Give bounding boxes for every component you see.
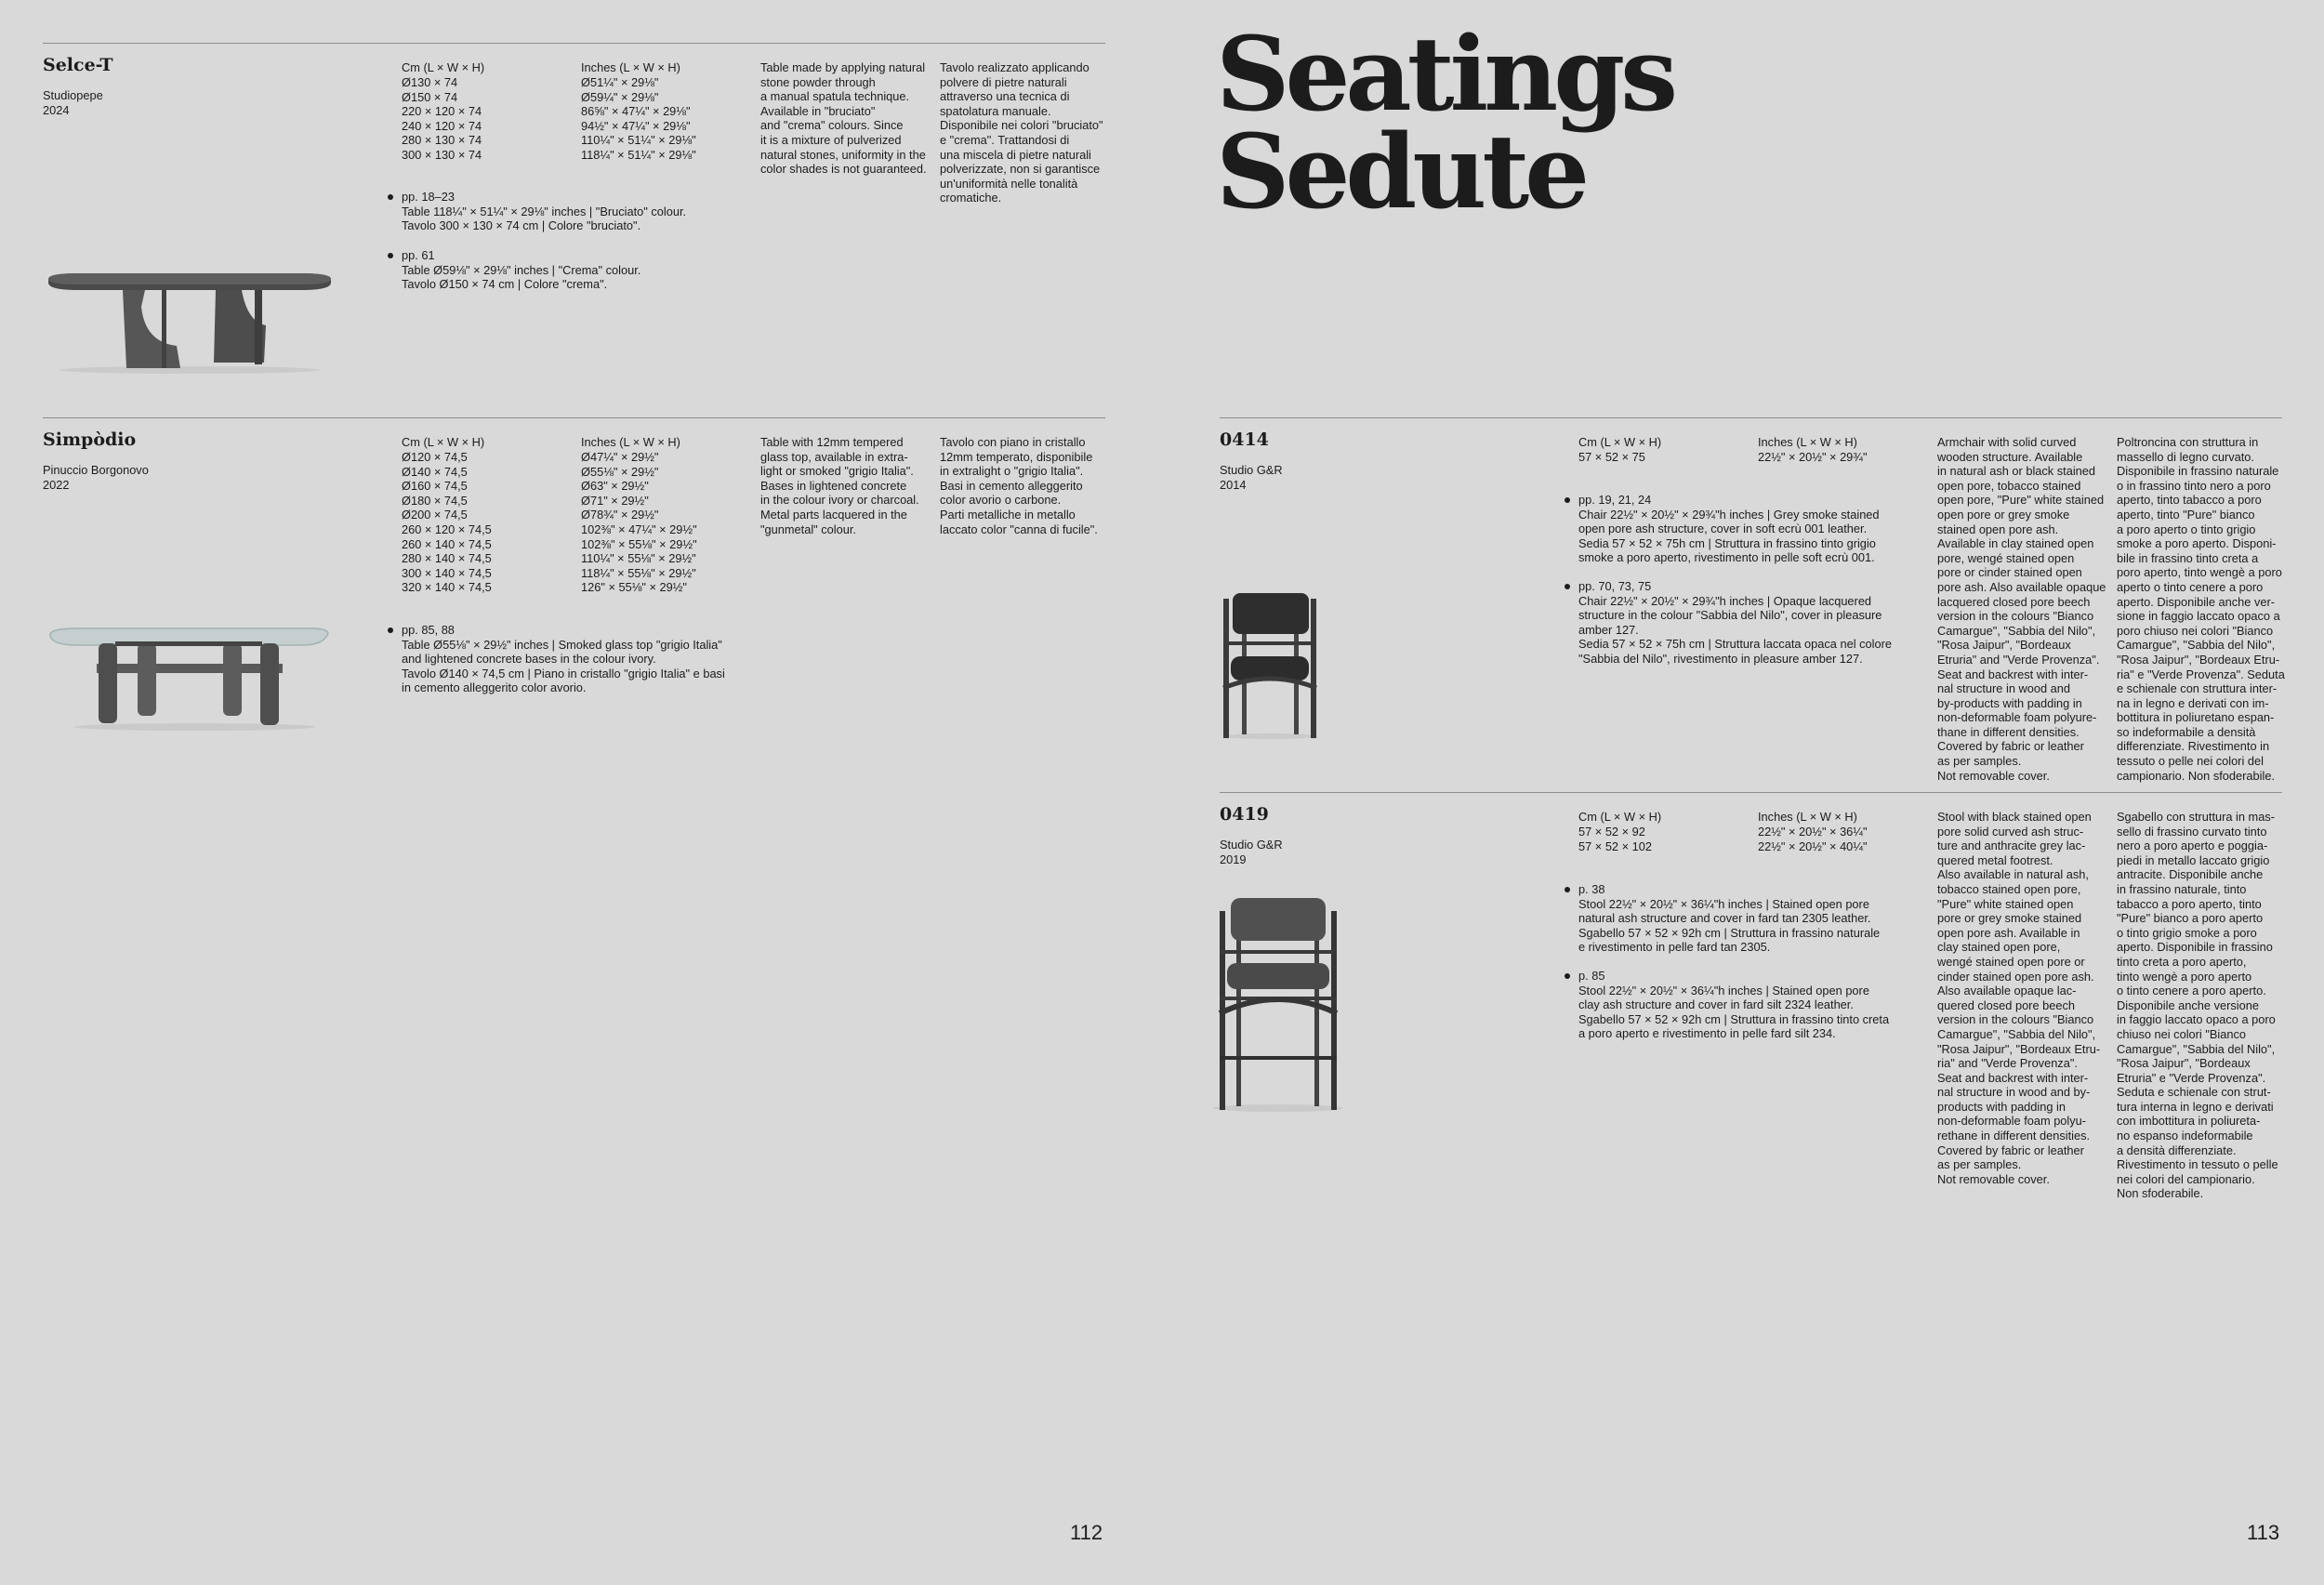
inches-header: Inches (L × W × H): [581, 435, 680, 449]
chair-0414-image: [1214, 586, 1326, 744]
bullet-icon: [388, 194, 393, 200]
description-it: Tavolo realizzato applicando polvere di pietre naturali attraverso una tecnica di spatolatura manuale. Disponibile nei colori "bruciato" e "crema". Trattandosi di una miscela di pietre naturali polverizzate, non si garantisce un'uniformità nelle tonalità cromatiche.: [940, 60, 1103, 205]
description-it: Sgabello con struttura in mas- sello di frassino curvato tinto nero a poro aperto e poggia- piedi in metallo laccato grigio antracite. Disponibile anche in frassino naturale, tinto tabacco a poro aperto, tinto "Pure" bianco a poro aperto o tinto grigio smoke a poro aperto. Disponibile in frassino tinto creta a poro aperto, tinto wengè a poro aperto o tinto cenere a poro aperto. Disponibile anche versione in faggio laccato opaco a poro chiuso nei colori "Bianco Camargue", "Sabbia del Nilo", "Rosa Jaipur", "Bordeaux Etruria" e "Verde Provenza". Seduta e schienale con strut- tura interna in legno e derivati con imbottitura in poliureta- no espanso indeformabile a densità differenziate. Rivestimento in tessuto o pelle nei colori del campionario. Non sfoderabile.: [2117, 810, 2278, 1201]
cm-header: Cm (L × W × H): [402, 60, 485, 74]
cm-values: Ø130 × 74 Ø150 × 74 220 × 120 × 74 240 × 120 × 74 280 × 130 × 74 300 × 130 × 74: [402, 75, 482, 162]
product-year: 2014: [1220, 478, 1247, 492]
page-reference-note: pp. 19, 21, 24 Chair 22½" × 20½" × 29¾"h inches | Grey smoke stained open pore ash structure, cover in soft ecrù 001 leather. Sedia 57 × 52 × 75h cm | Struttura in frassino tinto grigio smoke a poro aperto, rivestimento in pelle soft ecrù 001.: [1578, 493, 1880, 565]
page-reference-note: pp. 61 Table Ø59⅛" × 29⅛" inches | "Crema" colour. Tavolo Ø150 × 74 cm | Colore "crema".: [402, 248, 640, 292]
product-name: 0414: [1220, 429, 1269, 450]
description-en: Table with 12mm tempered glass top, available in extra- light or smoked "grigio Italia". Bases in lightened concrete in the colour ivory or charcoal. Metal parts lacquered in the "gunmetal" colour.: [760, 435, 919, 536]
page-reference-note: pp. 18–23 Table 118¼" × 51¼" × 29⅛" inches | "Bruciato" colour. Tavolo 300 × 130 × 74 cm | Colore "bruciato".: [402, 190, 686, 233]
description-it: Poltroncina con struttura in massello di legno curvato. Disponibile in frassino naturale o in frassino tinto nero a poro aperto, tinto tabacco a poro aperto, tinto "Pure" bianco a poro aperto o tinto grigio smoke a poro aperto. Disponi- bile in frassino tinto creta a poro aperto, tinto wengè a poro aperto o tinto cenere a poro aperto. Disponibile anche ver- sione in faggio laccato opaco a poro chiuso nei colori "Bianco Camargue", "Sabbia del Nilo", "Rosa Jaipur", "Bordeaux Etru- ria" e "Verde Provenza". Seduta e schienale con struttura inter- na in legno e derivati con im- bottitura in poliuretano espan- so indeformabile a densità differenziate. Rivestimento in tessuto o pelle nei colori del campionario. Non sfoderabile.: [2117, 435, 2285, 783]
inches-header: Inches (L × W × H): [1758, 435, 1857, 449]
divider: [1220, 417, 2282, 418]
page-number: 113: [2247, 1521, 2280, 1544]
cm-values: 57 × 52 × 92 57 × 52 × 102: [1578, 825, 1652, 853]
page-reference-note: p. 85 Stool 22½" × 20½" × 36¼"h inches | Stained open pore clay ash structure and cover in fard silt 2324 leather. Sgabello 57 × 52 × 92h cm | Struttura in frassino tinto creta a poro aperto e rivestimento in pelle fard silt 234.: [1578, 969, 1889, 1041]
simpodio-table-image: [41, 623, 338, 734]
product-name: Selce-T: [43, 55, 113, 75]
description-en: Table made by applying natural stone powder through a manual spatula technique. Available in "bruciato" and "crema" colours. Since it is a mixture of pulverized natural stones, uniformity in the color shades is not guaranteed.: [760, 60, 927, 177]
divider: [43, 417, 1105, 418]
page-reference-note: pp. 85, 88 Table Ø55⅛" × 29½" inches | Smoked glass top "grigio Italia" and lightened concrete bases in the colour ivory. Tavolo Ø140 × 74,5 cm | Piano in cristallo "grigio Italia" e basi in cemento alleggerito color avorio.: [402, 623, 725, 695]
page-number: 112: [1070, 1521, 1103, 1544]
product-name: Simpòdio: [43, 429, 137, 450]
inches-values: 22½" × 20½" × 29¾": [1758, 450, 1868, 464]
bullet-icon: [388, 627, 393, 633]
bullet-icon: [388, 253, 393, 258]
product-designer: Studio G&R: [1220, 463, 1283, 477]
inches-values: Ø47¼" × 29½" Ø55⅛" × 29½" Ø63" × 29½" Ø71" × 29½" Ø78¾" × 29½" 102⅜" × 47¼" × 29½" 102⅜" × 55⅛" × 29½" 110¼" × 55⅛" × 29½" 118¼" × 55⅛" × 29½" 126" × 55⅛" × 29½": [581, 450, 697, 595]
cm-header: Cm (L × W × H): [1578, 435, 1662, 449]
page-reference-note: p. 38 Stool 22½" × 20½" × 36¼"h inches | Stained open pore natural ash structure and cover in fard tan 2305 leather. Sgabello 57 × 52 × 92h cm | Struttura in frassino naturale e rivestimento in pelle fard tan 2305.: [1578, 882, 1880, 955]
divider: [1220, 792, 2282, 793]
inches-values: 22½" × 20½" × 36¼" 22½" × 20½" × 40¼": [1758, 825, 1868, 853]
bullet-icon: [1565, 584, 1570, 589]
bullet-icon: [1565, 887, 1570, 892]
section-title-it: Sedute: [1216, 112, 1586, 231]
description-en: Stool with black stained open pore solid curved ash struc- ture and anthracite grey lac- quered metal footrest. Also available in natural ash, tobacco stained open pore, "Pure" white stained open pore or grey smoke stained open pore ash. Available in clay stained open pore, wengé stained open pore or cinder stained open pore ash. Also available opaque lac- quered closed pore beech version in the colours "Bianco Camargue", "Sabbia del Nilo", "Rosa Jaipur", "Bordeaux Etru- ria" and "Verde Provenza". Seat and backrest with inter- nal structure in wood and by- products with padding in non-deformable foam polyu- rethane in different densities. Covered by fabric or leather as per samples. Not removable cover.: [1937, 810, 2101, 1186]
product-year: 2019: [1220, 852, 1247, 866]
cm-header: Cm (L × W × H): [1578, 810, 1662, 824]
cm-values: 57 × 52 × 75: [1578, 450, 1645, 464]
product-name: 0419: [1220, 804, 1269, 825]
section-title-en: Seatings: [1216, 14, 1674, 134]
divider: [43, 43, 1105, 44]
inches-header: Inches (L × W × H): [1758, 810, 1857, 824]
cm-header: Cm (L × W × H): [402, 435, 485, 449]
inches-header: Inches (L × W × H): [581, 60, 680, 74]
bullet-icon: [1565, 497, 1570, 503]
product-designer: Studiopepe: [43, 88, 103, 102]
inches-values: Ø51¼" × 29⅛" Ø59¼" × 29⅛" 86⅝" × 47¼" × 29⅛" 94½" × 47¼" × 29⅛" 110¼" × 51¼" × 29⅛" 118¼" × 51¼" × 29⅛": [581, 75, 696, 162]
description-en: Armchair with solid curved wooden structure. Available in natural ash or black stained open pore, tobacco stained open pore, "Pure" white stained open pore or grey smoke stained open pore ash. Available in clay stained open pore, wengé stained open pore or cinder stained open pore ash. Also available opaque lacquered closed pore beech version in the colours "Bianco Camargue", "Sabbia del Nilo", "Rosa Jaipur", "Bordeaux Etruria" and "Verde Provenza". Seat and backrest with inter- nal structure in wood and by-products with padding in non-deformable foam polyure- thane in different densities. Covered by fabric or leather as per samples. Not removable cover.: [1937, 435, 2106, 783]
page-reference-note: pp. 70, 73, 75 Chair 22½" × 20½" × 29¾"h inches | Opaque lacquered structure in the colour "Sabbia del Nilo", cover in pleasure amber 127. Sedia 57 × 52 × 75h cm | Struttura laccata opaca nel colore "Sabbia del Nilo", rivestimento in pleasure amber 127.: [1578, 579, 1892, 667]
stool-0419-image: [1208, 892, 1348, 1116]
product-designer: Studio G&R: [1220, 838, 1283, 852]
product-year: 2022: [43, 478, 70, 492]
cm-values: Ø120 × 74,5 Ø140 × 74,5 Ø160 × 74,5 Ø180 × 74,5 Ø200 × 74,5 260 × 120 × 74,5 260 × 140 × 74,5 280 × 140 × 74,5 300 × 140 × 74,5 320 × 140 × 74,5: [402, 450, 492, 595]
product-year: 2024: [43, 103, 70, 117]
product-designer: Pinuccio Borgonovo: [43, 463, 149, 477]
description-it: Tavolo con piano in cristallo 12mm temperato, disponibile in extralight o "grigio Italia". Basi in cemento alleggerito color avorio o carbone. Parti metalliche in metallo laccato color "canna di fucile".: [940, 435, 1098, 536]
bullet-icon: [1565, 973, 1570, 979]
selce-t-table-image: [41, 270, 338, 376]
